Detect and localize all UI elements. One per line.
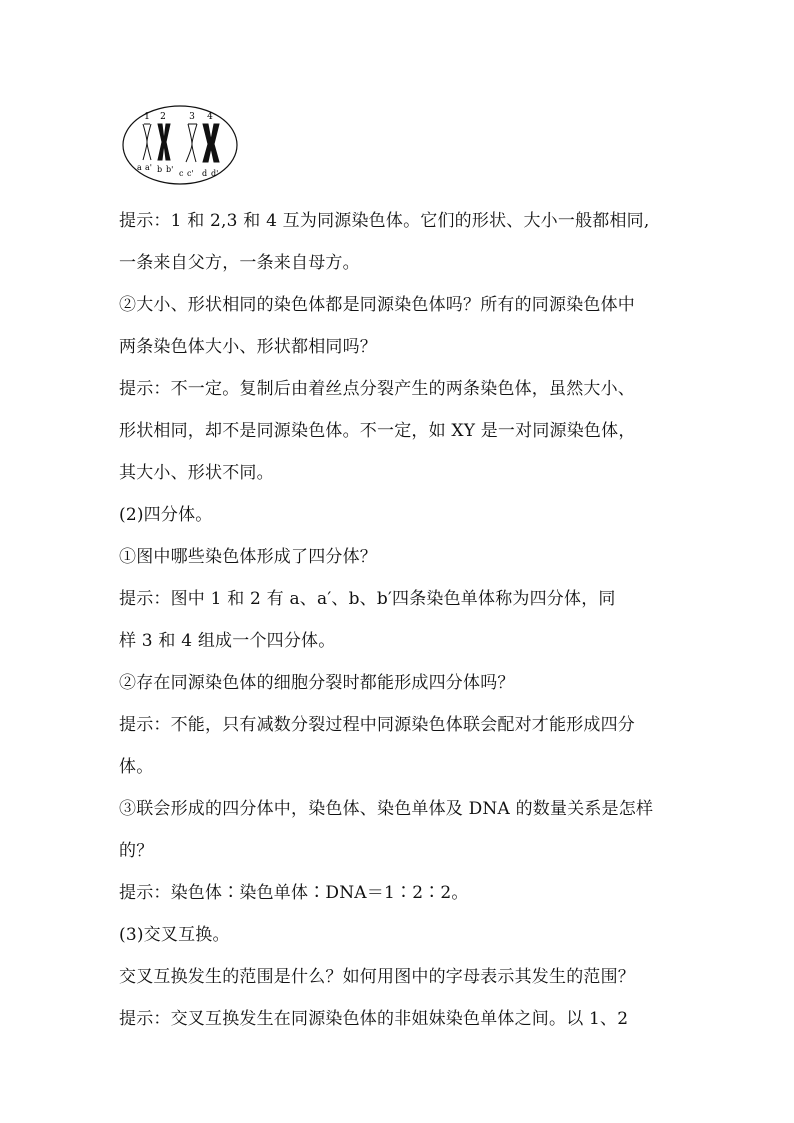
text-line: 形状相同，却不是同源染色体。不一定，如 XY 是一对同源染色体， (119, 421, 636, 441)
label-a-prime: a' (145, 163, 152, 172)
text-line: 提示：不能，只有减数分裂过程中同源染色体联会配对才能形成四分 (119, 715, 635, 735)
label-b: b (157, 165, 163, 174)
text-line: ①图中哪些染色体形成了四分体？ (119, 547, 377, 567)
label-d-prime: d' (211, 169, 219, 178)
label-c-prime: c' (187, 169, 194, 178)
label-a: a (137, 163, 142, 172)
text-line: 其大小、形状不同。 (119, 463, 274, 483)
text-line: 样 3 和 4 组成一个四分体。 (119, 631, 336, 651)
label-c: c (179, 169, 184, 178)
label-d: d (202, 169, 208, 178)
text-line: (3)交叉互换。 (119, 925, 230, 945)
text-line: 一条来自父方，一条来自母方。 (119, 253, 360, 273)
chromosome-number-4: 4 (207, 112, 213, 122)
text-line: 体。 (119, 757, 154, 777)
label-b-prime: b' (166, 165, 174, 174)
chromosome-1 (143, 124, 151, 160)
text-line: ②存在同源染色体的细胞分裂时都能形成四分体吗？ (119, 673, 515, 693)
text-line: 两条染色体大小、形状都相同吗？ (119, 337, 377, 357)
text-line: ③联会形成的四分体中，染色体、染色单体及 DNA 的数量关系是怎样 (119, 799, 654, 819)
text-line: 提示：交叉互换发生在同源染色体的非姐妹染色单体之间。以 1、2 (119, 1009, 629, 1029)
chromosome-number-1: 1 (144, 112, 150, 122)
chromosome-diagram (121, 104, 239, 186)
text-line: (2)四分体。 (119, 505, 213, 525)
chromosome-3 (186, 124, 197, 162)
text-line: ②大小、形状相同的染色体都是同源染色体吗？所有的同源染色体中 (119, 295, 635, 315)
text-line: 提示：染色体∶染色单体∶DNA＝1∶2∶2。 (119, 883, 469, 903)
chromosome-number-2: 2 (160, 112, 166, 122)
chromosome-2 (158, 124, 170, 160)
text-line: 提示：不一定。复制后由着丝点分裂产生的两条染色体，虽然大小、 (119, 379, 635, 399)
chromosome-number-3: 3 (189, 112, 195, 122)
text-line: 交叉互换发生的范围是什么？如何用图中的字母表示其发生的范围？ (119, 967, 635, 987)
text-line: 提示：图中 1 和 2 有 a、a′、b、b′四条染色单体称为四分体，同 (119, 589, 616, 609)
chromosome-4 (203, 124, 219, 162)
text-line: 提示：1 和 2,3 和 4 互为同源染色体。它们的形状、大小一般都相同, (119, 211, 650, 231)
text-line: 的？ (119, 841, 154, 861)
